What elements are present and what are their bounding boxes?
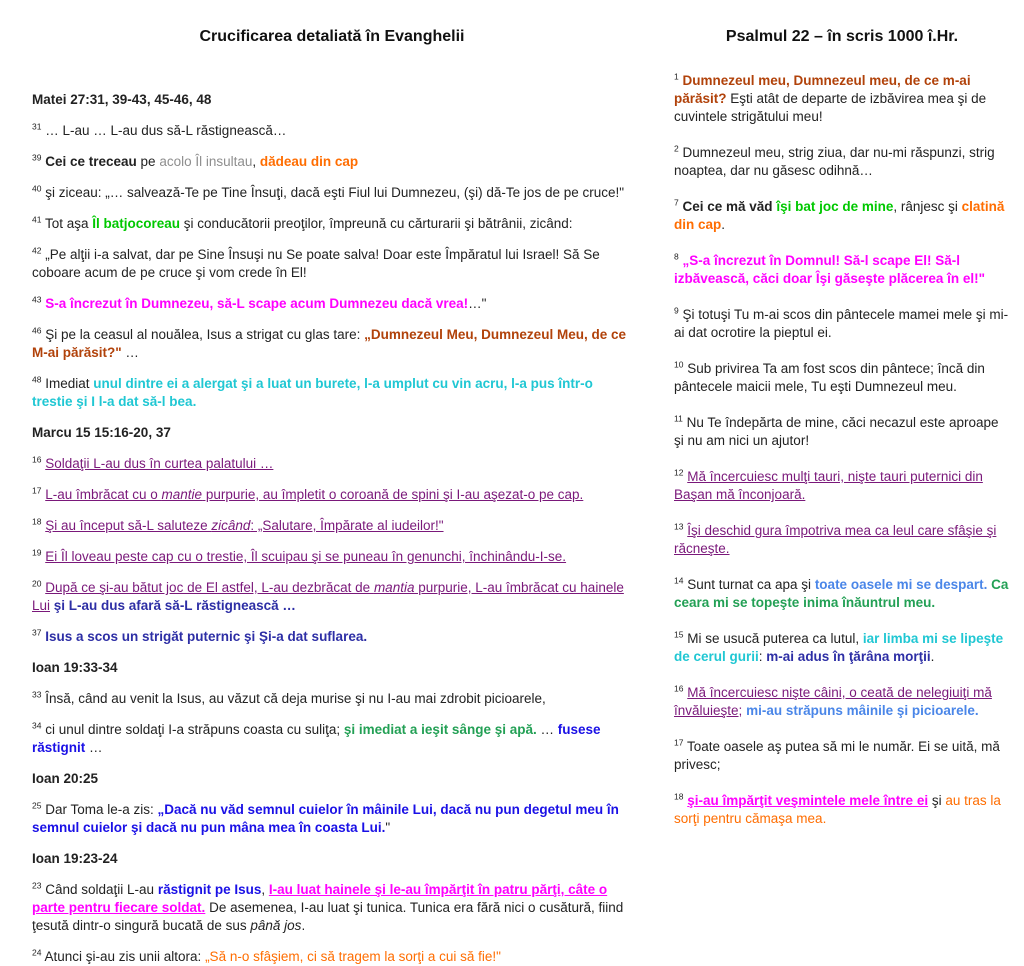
verse-number: 41 bbox=[32, 214, 42, 225]
gospel-verse bbox=[32, 517, 632, 535]
verse-text-segment: „Dumnezeul Meu, Dumnezeul Meu, de ce M-ai părăsit?" bbox=[32, 327, 626, 360]
verse-text-segment: Isus a scos un strigăt puternic şi Şi-a dat suflarea. bbox=[45, 629, 368, 644]
verse-text-segment: După ce şi-au bătut joc de El astfel, L-au dezbrăcat de bbox=[45, 580, 374, 595]
psalm-verse bbox=[674, 252, 1010, 288]
verse-number: 10 bbox=[674, 359, 684, 370]
verse-number: 12 bbox=[674, 467, 684, 478]
psalm-verse bbox=[674, 738, 1010, 774]
verse-text-segment: zicând bbox=[211, 518, 251, 533]
verse-text-segment: fusese răstignit bbox=[32, 722, 601, 755]
verse-number: 11 bbox=[674, 413, 683, 424]
verse-text-segment: Soldaţii L-au dus în curtea palatului … bbox=[45, 456, 274, 471]
verse-number: 24 bbox=[32, 947, 42, 958]
verse-text-segment: şi imediat a ieşit sânge şi apă. bbox=[343, 722, 537, 737]
verse-number: 33 bbox=[32, 689, 42, 700]
verse-text-segment: Nu Te îndepărta de mine, căci necazul este aproape şi nu am nici un ajutor! bbox=[674, 415, 999, 448]
verse-number: 7 bbox=[674, 197, 679, 208]
verse-text-segment: „S-a încrezut în Domnul! Să-l scape El! Să-l izbăvească, căci doar Îşi găseşte plăcerea în el!" bbox=[674, 253, 986, 286]
verse-number: 48 bbox=[32, 374, 42, 385]
psalm-title: Psalmul 22 – în scris 1000 î.Hr. bbox=[725, 28, 959, 45]
verse-text-segment: Toate oasele aş putea să mi le număr. Ei se uită, mă privesc; bbox=[674, 739, 1000, 772]
verse-text-segment: Îl batjocoreau bbox=[92, 216, 181, 231]
verse-text-segment: mi-au străpuns mâinile şi picioarele. bbox=[746, 703, 979, 718]
psalm-verse bbox=[674, 198, 1010, 234]
verse-number: 16 bbox=[32, 454, 42, 465]
verse-text-segment: Când soldaţii L-au bbox=[45, 882, 158, 897]
verse-number: 14 bbox=[674, 575, 684, 586]
gospel-verse bbox=[32, 721, 632, 757]
verse-text-segment: S-a încrezut în Dumnezeu, să-L scape acum Dumnezeu dacă vrea! bbox=[45, 296, 469, 311]
scripture-reference: Ioan 19:23-24 bbox=[32, 851, 118, 866]
verse-text-segment: m-ai adus în ţărâna morţii bbox=[766, 649, 931, 664]
verse-number: 37 bbox=[32, 627, 42, 638]
verse-text-segment: De asemenea, I-au luat şi tunica. Tunica era fără nici o cusătură, fiind ţesută dintr-o singură bucată de sus bbox=[32, 900, 624, 933]
verse-text-segment: Mă încercuiesc nişte câini, o ceată de nelegiuiţi mă învăluieşte bbox=[674, 685, 992, 718]
verse-number: 42 bbox=[32, 245, 42, 256]
gospel-verse bbox=[32, 579, 632, 615]
verse-text-segment: : bbox=[758, 649, 767, 664]
verse-number: 20 bbox=[32, 578, 42, 589]
psalm-verse bbox=[674, 414, 1010, 450]
verse-text-segment: „Dacă nu văd semnul cuielor în mâinile Lui, dacă nu pun degetul meu în semnul cuielor şi dacă nu pun mâna mea în coasta Lui. bbox=[32, 802, 619, 835]
verse-number: 13 bbox=[674, 521, 684, 532]
psalm-verse bbox=[674, 72, 1010, 126]
psalm-verse bbox=[674, 144, 1010, 180]
verse-number: 39 bbox=[32, 152, 42, 163]
gospel-verse bbox=[32, 215, 632, 233]
verse-text-segment: " bbox=[385, 820, 391, 835]
verse-text-segment: toate oasele mi se despart. bbox=[814, 577, 988, 592]
psalm-verse bbox=[674, 684, 1010, 720]
verse-text-segment: …" bbox=[468, 296, 487, 311]
verse-text-segment: purpurie, L-au îmbrăcat cu hainele Lui bbox=[32, 580, 624, 613]
psalm-verse bbox=[674, 360, 1010, 396]
verse-text-segment: şi conducătorii preoţilor, împreună cu cărturarii şi bătrânii, zicând: bbox=[180, 216, 573, 231]
verse-text-segment: … bbox=[85, 740, 103, 755]
gospels-passages bbox=[32, 91, 632, 966]
verse-number: 8 bbox=[674, 251, 679, 262]
verse-text-segment: , bbox=[252, 154, 260, 169]
verse-text-segment: mantia bbox=[373, 580, 415, 595]
verse-number: 16 bbox=[674, 683, 684, 694]
verse-text-segment: Imediat bbox=[45, 376, 94, 391]
gospel-verse bbox=[32, 295, 632, 313]
verse-text-segment: Sub privirea Ta am fost scos din pântece; încă din pântecele maicii mele, Tu eşti Dumnezeul meu. bbox=[674, 361, 985, 394]
verse-text-segment: „Să n-o sfâşiem, ci să tragem la sorţi a cui să fie!" bbox=[205, 949, 501, 964]
gospel-verse bbox=[32, 948, 632, 966]
psalm-verses bbox=[674, 72, 1010, 828]
verse-text-segment: dădeau din cap bbox=[259, 154, 359, 169]
verse-text-segment: ; bbox=[738, 703, 747, 718]
verse-text-segment: I-au luat hainele şi le-au împărţit în patru părţi, câte o parte pentru fiecare soldat. bbox=[32, 882, 608, 915]
gospel-verse bbox=[32, 375, 632, 411]
verse-text-segment: „Pe alţii i-a salvat, dar pe Sine Însuşi nu Se poate salva! Doar este Împăratul lui Israel! Să Se coboare acum de pe cruce şi vom crede în El! bbox=[32, 247, 600, 280]
verse-text-segment: Cei ce mă văd bbox=[682, 199, 773, 214]
gospel-verse bbox=[32, 690, 632, 708]
verse-text-segment: Tot aşa bbox=[44, 216, 93, 231]
scripture-reference: Ioan 19:33-34 bbox=[32, 660, 118, 675]
verse-number: 31 bbox=[32, 121, 42, 132]
verse-text-segment: acolo Îl insultau bbox=[159, 154, 253, 169]
verse-text-segment: Şi pe la ceasul al nouălea, Isus a strigat cu glas tare: bbox=[45, 327, 365, 342]
verse-text-segment: răstignit pe Isus bbox=[157, 882, 262, 897]
verse-text-segment: … L-au … L-au dus să-L răstignească… bbox=[45, 123, 287, 138]
verse-number: 18 bbox=[674, 791, 684, 802]
verse-number: 18 bbox=[32, 516, 42, 527]
verse-text-segment: L-au îmbrăcat cu o bbox=[45, 487, 162, 502]
psalm-verse bbox=[674, 576, 1010, 612]
gospel-verse bbox=[32, 122, 632, 140]
verse-text-segment: au tras la sorţi pentru cămaşa mea. bbox=[674, 793, 1001, 826]
verse-text-segment: … bbox=[121, 345, 139, 360]
psalm-verse bbox=[674, 306, 1010, 342]
verse-text-segment: Atunci şi-au zis unii altora: bbox=[44, 949, 206, 964]
verse-text-segment: Mi se usucă puterea ca lutul, bbox=[687, 631, 863, 646]
scripture-reference: Marcu 15 15:16-20, 37 bbox=[32, 425, 171, 440]
verse-text-segment: Dumnezeul meu, Dumnezeul meu, de ce m-ai părăsit? bbox=[674, 73, 971, 106]
verse-number: 9 bbox=[674, 305, 679, 316]
verse-text-segment: , bbox=[261, 882, 269, 897]
gospel-verse bbox=[32, 246, 632, 282]
verse-text-segment: Îşi deschid gura împotriva mea ca leul care sfâşie şi răcneşte. bbox=[674, 523, 997, 556]
psalm-verse bbox=[674, 522, 1010, 558]
psalm-verse bbox=[674, 630, 1010, 666]
verse-text-segment: Eşti atât de departe de izbăvirea mea şi de cuvintele strigătului meu! bbox=[674, 91, 987, 124]
verse-text-segment: . bbox=[930, 649, 935, 664]
verse-text-segment: clatină din cap bbox=[674, 199, 1005, 232]
verse-text-segment: îşi bat joc de mine bbox=[776, 199, 894, 214]
verse-text-segment: : „Salutare, Împărate al iudeilor!" bbox=[250, 518, 444, 533]
verse-number: 25 bbox=[32, 800, 42, 811]
verse-text-segment: pe bbox=[136, 154, 160, 169]
scripture-reference: Ioan 20:25 bbox=[32, 771, 99, 786]
verse-text-segment: şi bbox=[928, 793, 946, 808]
gospel-verse bbox=[32, 801, 632, 837]
verse-text-segment: Şi totuşi Tu m-ai scos din pântecele mamei mele şi mi-ai dat ocrotire la pieptul ei. bbox=[674, 307, 1009, 340]
verse-number: 15 bbox=[674, 629, 684, 640]
verse-text-segment: … bbox=[536, 722, 558, 737]
verse-number: 19 bbox=[32, 547, 42, 558]
gospel-verse bbox=[32, 153, 632, 171]
verse-text-segment: Ei Îl loveau peste cap cu o trestie, Îl scuipau şi se puneau în genunchi, închinându-I-se. bbox=[45, 549, 567, 564]
verse-text-segment: Mă încercuiesc mulţi tauri, nişte tauri puternici din Başan mă înconjoară. bbox=[674, 469, 983, 502]
verse-number: 34 bbox=[32, 720, 42, 731]
verse-text-segment: purpurie, au împletit o coroană de spini şi I-au aşezat-o pe cap. bbox=[202, 487, 584, 502]
gospel-verse bbox=[32, 881, 632, 935]
verse-number: 46 bbox=[32, 325, 42, 336]
gospel-verse bbox=[32, 455, 632, 473]
gospel-verse bbox=[32, 184, 632, 202]
verse-text-segment: , rânjesc şi bbox=[893, 199, 962, 214]
verse-number: 23 bbox=[32, 880, 42, 891]
verse-text-segment: iar limba mi se lipeşte de cerul gurii bbox=[674, 631, 1004, 664]
verse-text-segment: până jos bbox=[250, 918, 302, 933]
gospel-verse bbox=[32, 326, 632, 362]
gospel-verse bbox=[32, 486, 632, 504]
verse-text-segment: unul dintre ei a alergat şi a luat un burete, l-a umplut cu vin acru, l-a pus într-o trestie şi I l-a dat să-l bea. bbox=[32, 376, 593, 409]
verse-number: 43 bbox=[32, 294, 42, 305]
psalm-verse bbox=[674, 792, 1010, 828]
verse-text-segment: şi L-au dus afară să-L răstignească … bbox=[50, 598, 296, 613]
verse-number: 17 bbox=[32, 485, 42, 496]
verse-number: 2 bbox=[674, 143, 679, 154]
verse-text-segment: . bbox=[721, 217, 726, 232]
verse-text-segment: şi-au împărţit veşmintele mele între ei bbox=[687, 793, 929, 808]
scripture-reference: Matei 27:31, 39-43, 45-46, 48 bbox=[32, 92, 212, 107]
gospels-title: Crucificarea detaliată în Evanghelii bbox=[199, 28, 465, 45]
gospel-verse bbox=[32, 548, 632, 566]
verse-text-segment: . bbox=[301, 918, 306, 933]
verse-text-segment: Însă, când au venit la Isus, au văzut că deja murise şi nu I-au mai zdrobit picioarele, bbox=[45, 691, 546, 706]
verse-text-segment: Sunt turnat ca apa şi bbox=[687, 577, 815, 592]
psalm-verse bbox=[674, 468, 1010, 504]
verse-number: 17 bbox=[674, 737, 684, 748]
verse-text-segment: şi ziceau: „… salvează-Te pe Tine Însuţi, dacă eşti Fiul lui Dumnezeu, (şi) dă-Te jos de pe cruce!" bbox=[45, 185, 625, 200]
verse-text-segment: Ca ceara mi se topeşte inima înăuntrul meu. bbox=[674, 577, 1009, 610]
verse-number: 40 bbox=[32, 183, 42, 194]
gospel-verse bbox=[32, 628, 632, 646]
verse-text-segment: Cei ce treceau bbox=[45, 154, 137, 169]
verse-text-segment: Şi au început să-L saluteze bbox=[45, 518, 212, 533]
verse-number: 1 bbox=[674, 71, 679, 82]
verse-text-segment: Dar Toma le-a zis: bbox=[45, 802, 158, 817]
verse-text-segment: Dumnezeul meu, strig ziua, dar nu-mi răspunzi, strig noaptea, dar nu găsesc odihnă… bbox=[674, 145, 995, 178]
verse-text-segment: mantie bbox=[161, 487, 203, 502]
verse-text-segment: ci unul dintre soldaţi I-a străpuns coasta cu suliţa; bbox=[45, 722, 344, 737]
